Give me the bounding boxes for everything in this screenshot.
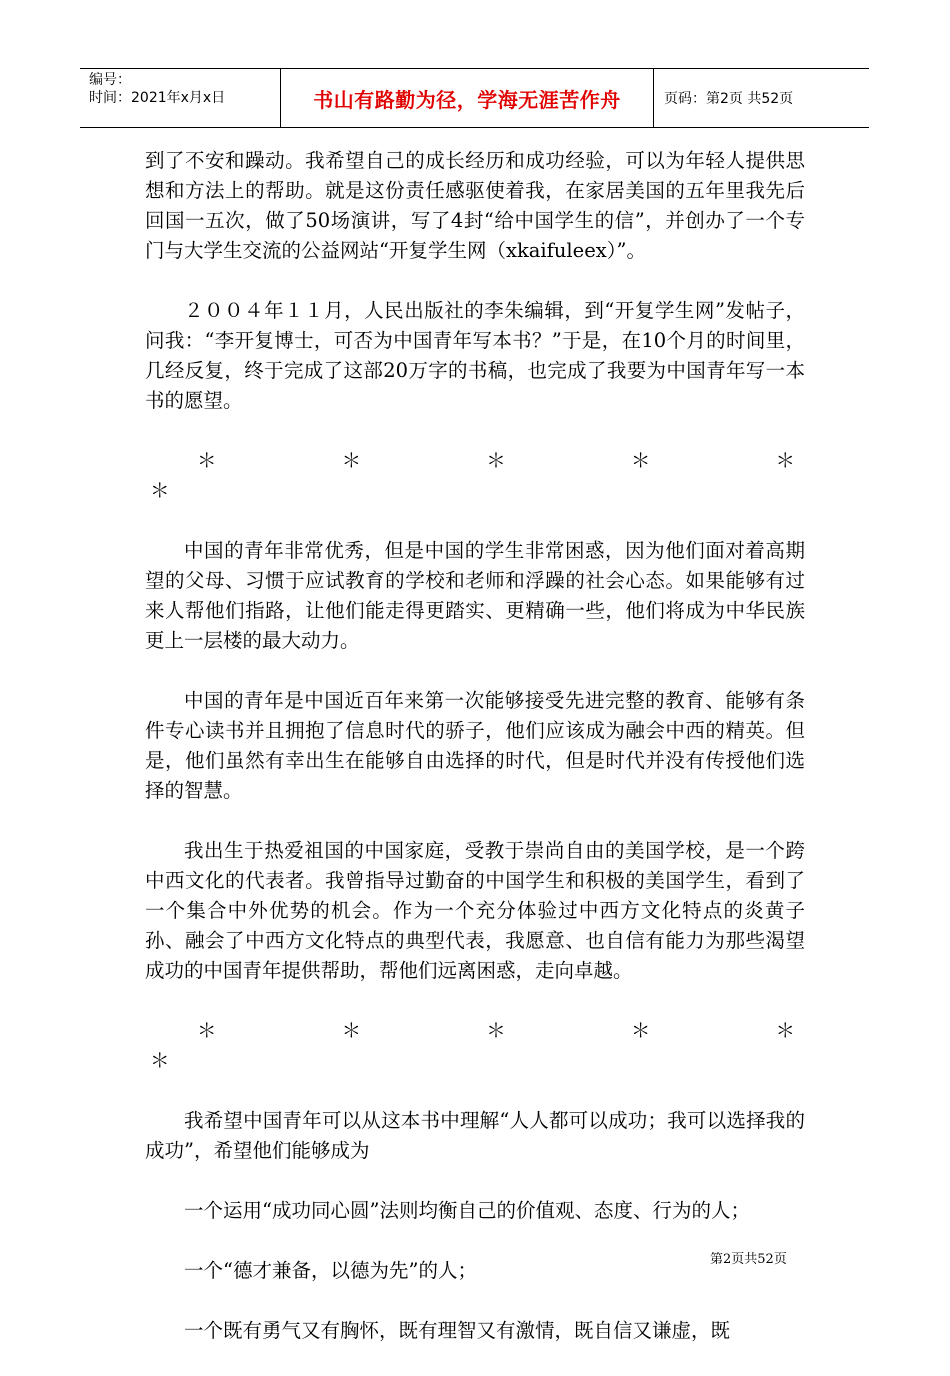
section-separator: [145, 446, 805, 506]
header-meta: [80, 69, 281, 127]
header-number: 编号：: [89, 72, 131, 88]
star-mark: ＊: [150, 479, 170, 502]
paragraph: ２００４年１１月，人民出版社的李朱编辑，到“开复学生网”发帖子，问我：“李开复博士，可否为中国青年写本书？”于是，在10个月的时间里，几经反复，终于完成了这部20万字的书稿，也完成了我要为中国青年写一本书的愿望。: [145, 299, 805, 412]
star-mark: ＊: [775, 449, 795, 472]
paragraph: 到了不安和躁动。我希望自己的成长经历和成功经验，可以为年轻人提供思想和方法上的帮助。就是这份责任感驱使着我，在家居美国的五年里我先后回国一五次，做了50场演讲，写了4封“给中国学生的信”，并创办了一个专门与大学生交流的公益网站“开复学生网（xkaifuleex）”。: [145, 149, 805, 262]
paragraph: 我出生于热爱祖国的中国家庭，受教于崇尚自由的美国学校，是一个跨中西文化的代表者。我曾指导过勤奋的中国学生和积极的美国学生，看到了一个集合中外优势的机会。作为一个充分体验过中西方文化特点的炎黄子孙、融会了中西方文化特点的典型代表，我愿意、也自信有能力为那些渴望成功的中国青年提供帮助，帮他们远离困惑，走向卓越。: [145, 839, 805, 982]
star-mark: ＊: [486, 1019, 506, 1042]
paragraph: 一个既有勇气又有胸怀，既有理智又有激情，既自信又谦虚，既: [184, 1319, 731, 1342]
star-mark: ＊: [150, 1049, 170, 1072]
paragraph: 我希望中国青年可以从这本书中理解“人人都可以成功；我可以选择我的成功”，希望他们能够成为: [145, 1109, 805, 1162]
star-mark: ＊: [341, 449, 362, 472]
section-separator: [145, 1016, 805, 1076]
paragraph: 一个运用“成功同心圆”法则均衡自己的价值观、态度、行为的人；: [184, 1199, 750, 1222]
header-time: 时间：2021年x月x日: [89, 90, 226, 106]
paragraph: 中国的青年是中国近百年来第一次能够接受先进完整的教育、能够有条件专心读书并且拥抱了信息时代的骄子，他们应该成为融会中西的精英。但是，他们虽然有幸出生在能够自由选择的时代，但是时代并没有传授他们选择的智慧。: [145, 689, 805, 802]
star-mark: ＊: [197, 449, 217, 472]
header-page-info: 页码：第2页 共52页: [664, 91, 794, 107]
header-motto: 书山有路勤为径，学海无涯苦作舟: [281, 69, 654, 127]
star-mark: ＊: [630, 449, 651, 472]
star-mark: ＊: [630, 1019, 651, 1042]
star-mark: ＊: [341, 1019, 362, 1042]
page-header: [80, 68, 869, 128]
paragraph: 一个“德才兼备，以德为先”的人；: [184, 1259, 477, 1282]
star-mark: ＊: [486, 449, 506, 472]
star-mark: ＊: [775, 1019, 795, 1042]
document-body: [145, 146, 805, 1376]
paragraph: 中国的青年非常优秀，但是中国的学生非常困惑，因为他们面对着高期望的父母、习惯于应试教育的学校和老师和浮躁的社会心态。如果能够有过来人帮他们指路，让他们能走得更踏实、更精确一些，他们将成为中华民族更上一层楼的最大动力。: [145, 539, 805, 652]
page-footer: 第2页共52页: [710, 1252, 787, 1267]
star-mark: ＊: [197, 1019, 217, 1042]
